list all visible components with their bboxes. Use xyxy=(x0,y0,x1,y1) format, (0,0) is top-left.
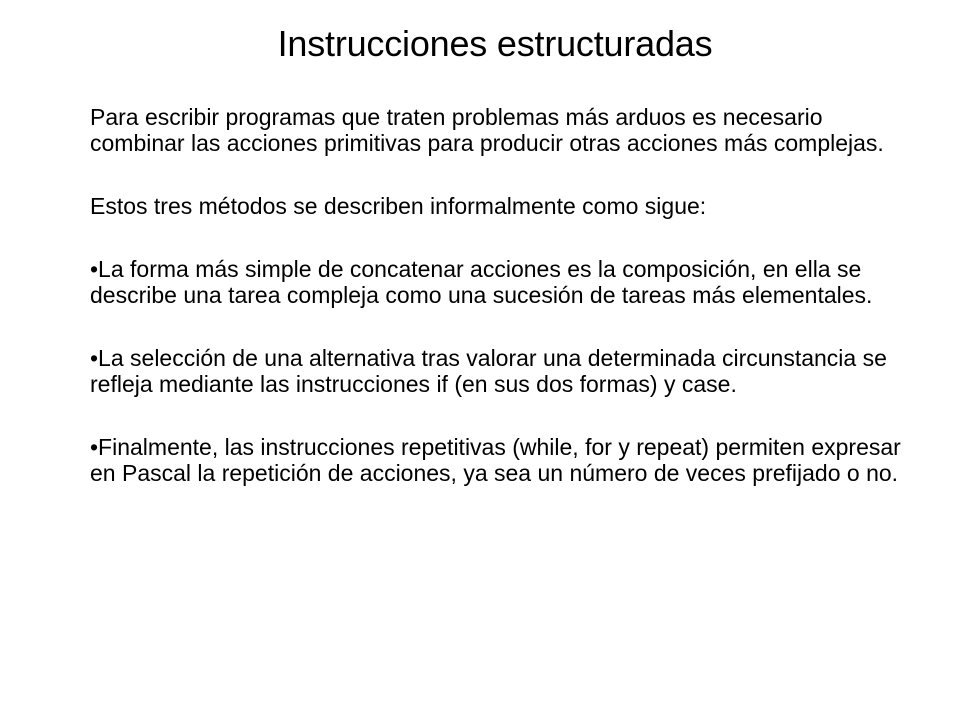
intro-paragraph: Para escribir programas que traten problemas más arduos es necesario combinar las acciones primitivas para producir otras acciones más complejas. xyxy=(90,104,884,156)
slide-body xyxy=(90,104,920,523)
slide-title: Instrucciones estructuradas xyxy=(277,23,713,64)
methods-intro-paragraph: Estos tres métodos se describen informalmente como sigue: xyxy=(90,193,707,219)
bullet-composition: •La forma más simple de concatenar acciones es la composición, en ella se describe una tarea compleja como una sucesión de tareas más elementales. xyxy=(90,256,873,308)
bullet-selection: •La selección de una alternativa tras valorar una determinada circunstancia se refleja mediante las instrucciones if (en sus dos formas) y case. xyxy=(90,345,887,397)
bullet-repetition: •Finalmente, las instrucciones repetitivas (while, for y repeat) permiten expresar en Pascal la repetición de acciones, ya sea un número de veces prefijado o no. xyxy=(90,434,901,486)
